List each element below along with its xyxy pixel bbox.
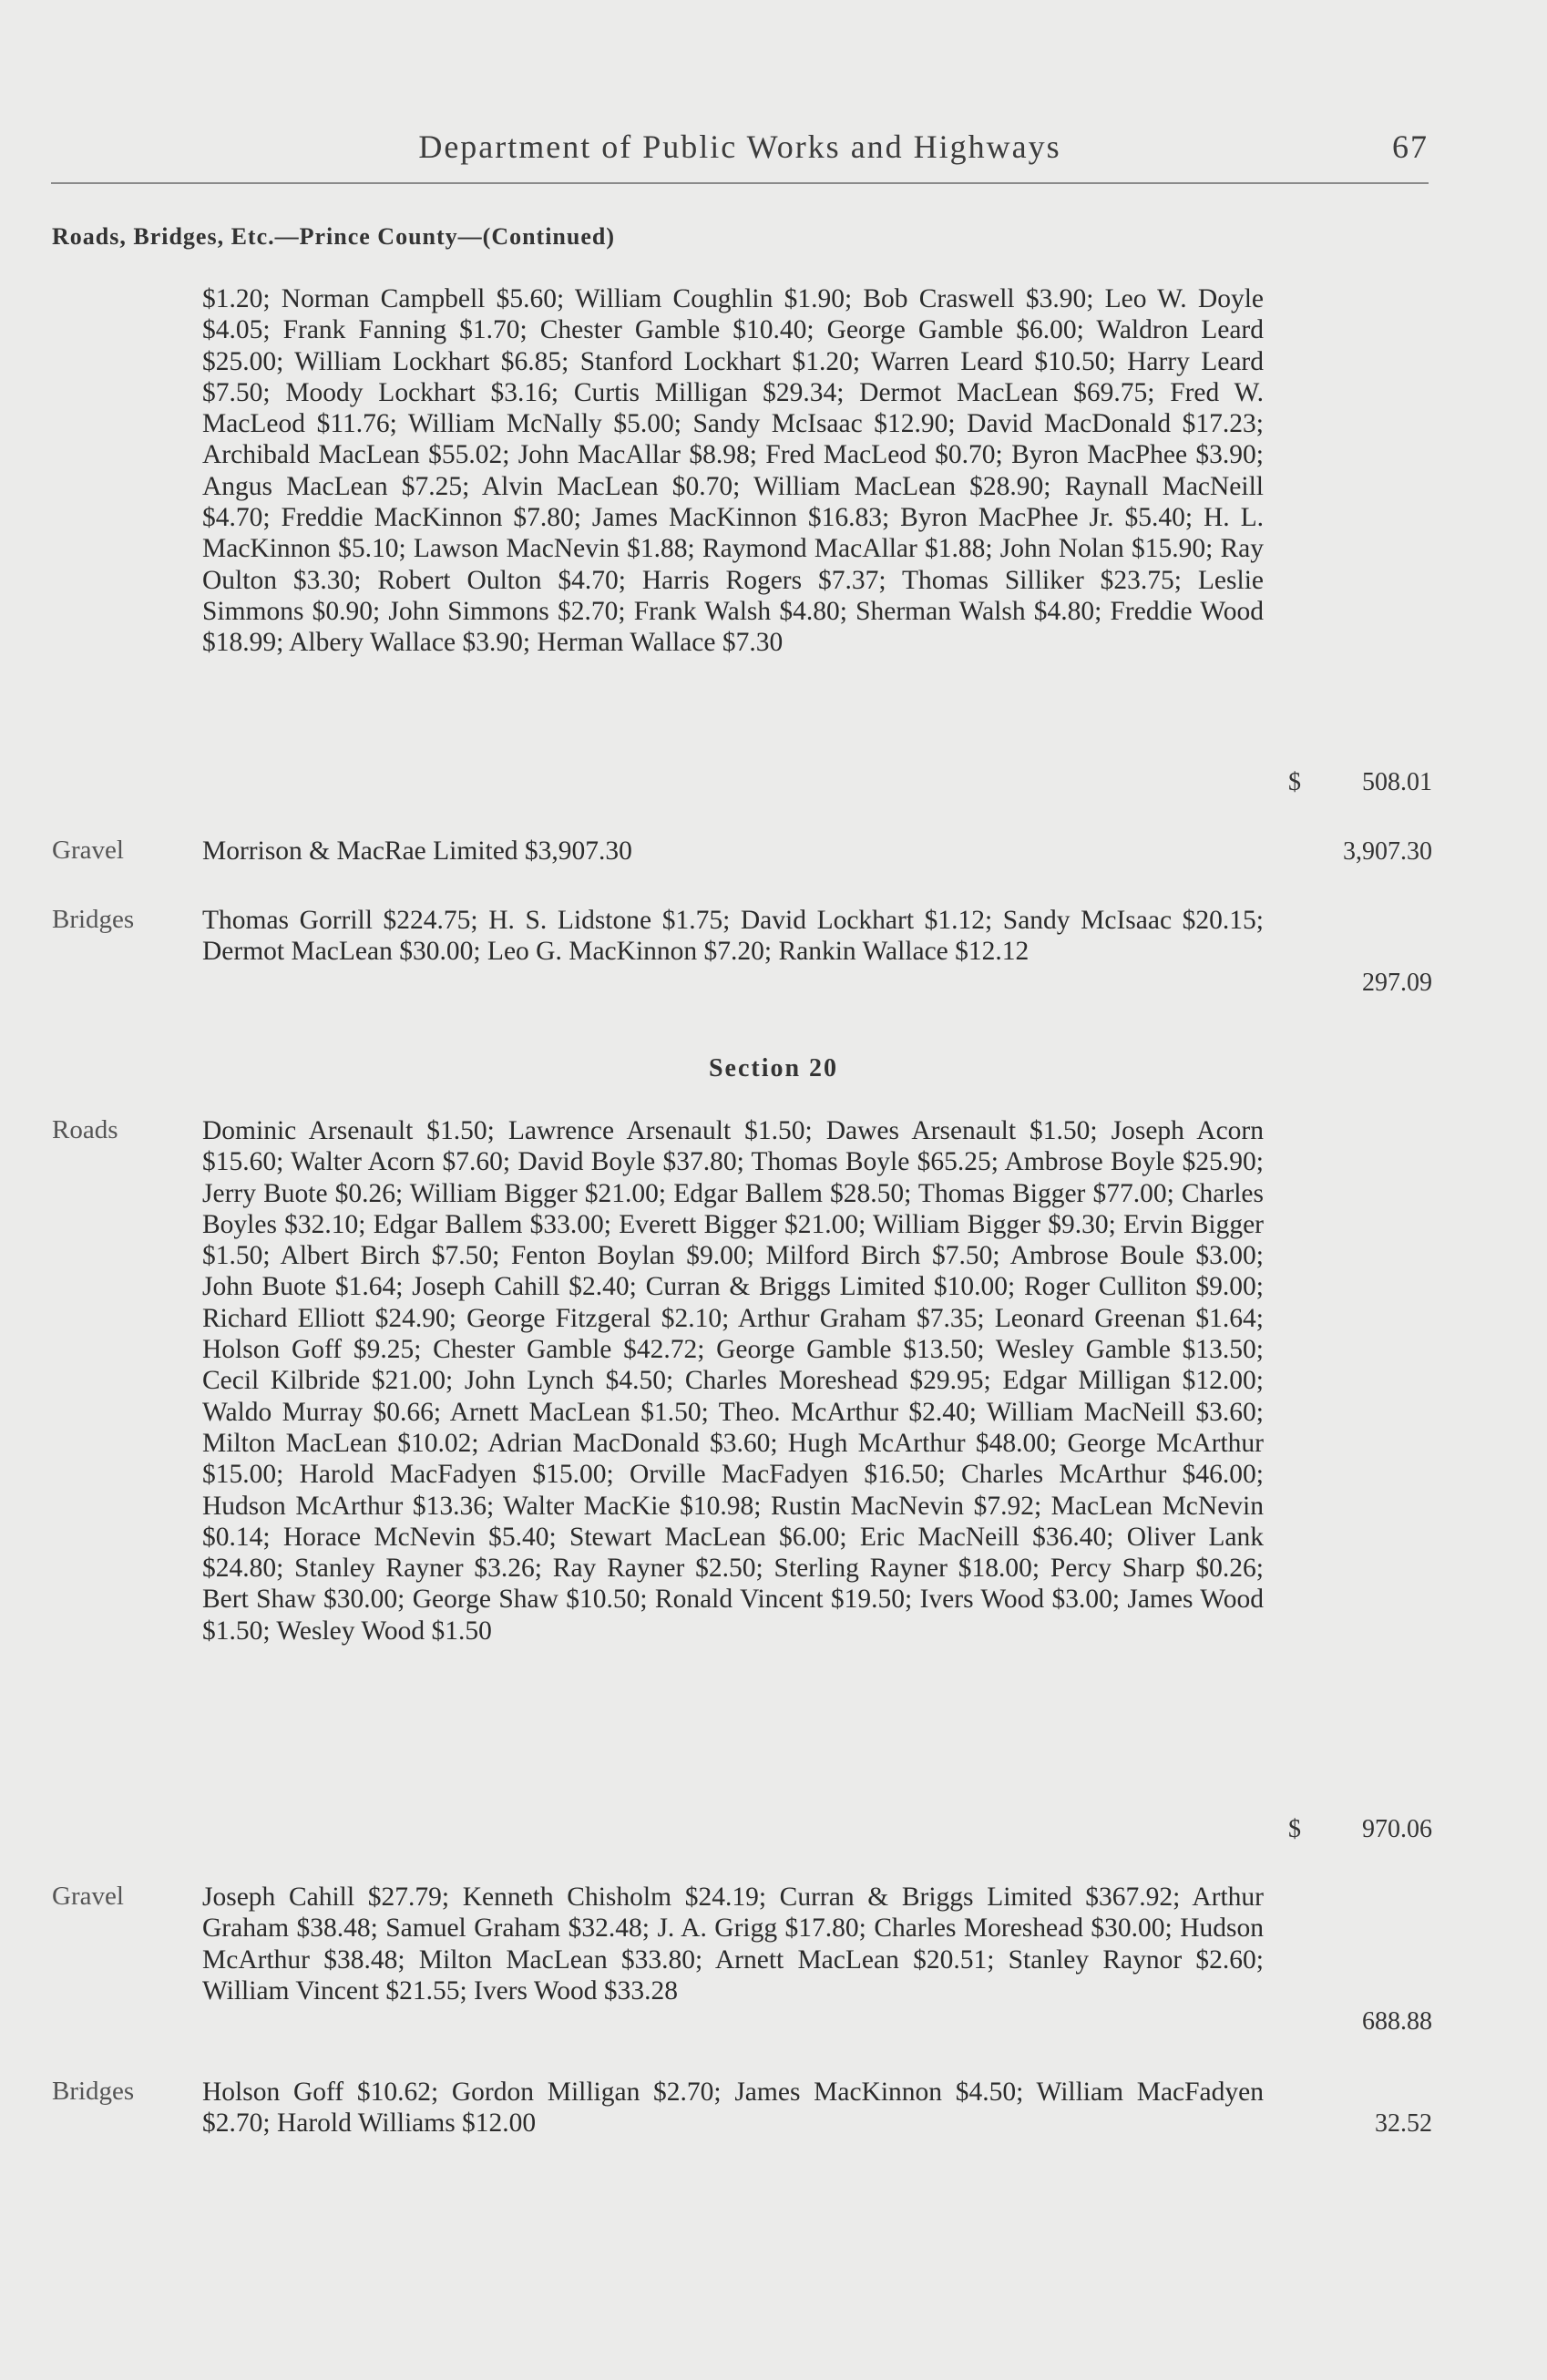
entry-amount: 688.88 [1362, 2007, 1432, 2036]
entry-amount: 3,907.30 [1343, 837, 1432, 866]
running-head: Roads, Bridges, Etc.—Prince County—(Continued) [52, 223, 616, 250]
page-title: Department of Public Works and Highways [418, 128, 1061, 165]
dollar-sign: $ [1288, 768, 1301, 796]
entry-amount: 508.01 [1362, 768, 1432, 796]
entry-amount: 297.09 [1362, 969, 1432, 997]
entry-label: Gravel [52, 1882, 124, 1911]
entry-label: Bridges [52, 2077, 135, 2106]
page-number: 67 [1392, 128, 1429, 165]
page-header [51, 128, 1429, 184]
entry-amount: 32.52 [1375, 2109, 1432, 2138]
entry-text: Holson Goff $10.62; Gordon Milligan $2.70; James MacKinnon $4.50; William MacFadyen $2.70; Harold Williams $12.00 [202, 2077, 1264, 2139]
entry-text: Joseph Cahill $27.79; Kenneth Chisholm $24.19; Curran & Briggs Limited $367.92; Arthur Graham $38.48; Samuel Graham $32.48; J. A. Grigg $17.80; Charles Moreshead $30.00; Hudson McArthur $38.48; Milton MacLean $33.80; Arnett MacLean $20.51; Stanley Raynor $2.60; William Vincent $21.55; Ivers Wood $33.28 [202, 1882, 1264, 2006]
entry-label: Roads [52, 1115, 118, 1144]
section-heading: Section 20 [708, 1054, 839, 1082]
dollar-sign: $ [1288, 1815, 1301, 1843]
entry-label: Gravel [52, 836, 124, 865]
entry-text: $1.20; Norman Campbell $5.60; William Coughlin $1.90; Bob Craswell $3.90; Leo W. Doyle $4.05; Frank Fanning $1.70; Chester Gamble $10.40; George Gamble $6.00; Waldron Leard $25.00; William Lockhart $6.85; Stanford Lockhart $1.20; Warren Leard $10.50; Harry Leard $7.50; Moody Lockhart $3.16; Curtis Milligan $29.34; Dermot MacLean $69.75; Fred W. MacLeod $11.76; William McNally $5.00; Sandy McIsaac $12.90; David MacDonald $17.23; Archibald MacLean $55.02; John MacAllar $8.98; Fred MacLeod $0.70; Byron MacPhee $3.90; Angus MacLean $7.25; Alvin MacLean $0.70; William MacLean $28.90; Raynall MacNeill $4.70; Freddie MacKinnon $7.80; James MacKinnon $16.83; Byron MacPhee Jr. $5.40; H. L. MacKinnon $5.10; Lawson MacNevin $1.88; Raymond MacAllar $1.88; John Nolan $15.90; Ray Oulton $3.30; Robert Oulton $4.70; Harris Rogers $7.37; Thomas Silliker $23.75; Leslie Simmons $0.90; John Simmons $2.70; Frank Walsh $4.80; Sherman Walsh $4.80; Freddie Wood $18.99; Albery Wallace $3.90; Herman Wallace $7.30 [202, 284, 1264, 658]
entry-amount: 970.06 [1362, 1815, 1432, 1843]
entry-text: Morrison & MacRae Limited $3,907.30 [202, 836, 632, 866]
entry-text: Thomas Gorrill $224.75; H. S. Lidstone $1.75; David Lockhart $1.12; Sandy McIsaac $20.15; Dermot MacLean $30.00; Leo G. MacKinnon $7.20; Rankin Wallace $12.12 [202, 906, 1264, 967]
entry-text: Dominic Arsenault $1.50; Lawrence Arsenault $1.50; Dawes Arsenault $1.50; Joseph Acorn $15.60; Walter Acorn $7.60; David Boyle $37.80; Thomas Boyle $65.25; Ambrose Boyle $25.90; Jerry Buote $0.26; William Bigger $21.00; Edgar Ballem $28.50; Thomas Bigger $77.00; Charles Boyles $32.10; Edgar Ballem $33.00; Everett Bigger $21.00; William Bigger $9.30; Ervin Bigger $1.50; Albert Birch $7.50; Fenton Boylan $9.00; Milford Birch $7.50; Ambrose Boule $3.00; John Buote $1.64; Joseph Cahill $2.40; Curran & Briggs Limited $10.00; Roger Culliton $9.00; Richard Elliott $24.90; George Fitzgeral $2.10; Arthur Graham $7.35; Leonard Greenan $1.64; Holson Goff $9.25; Chester Gamble $42.72; George Gamble $13.50; Wesley Gamble $13.50; Cecil Kilbride $21.00; John Lynch $4.50; Charles Moreshead $29.95; Edgar Milligan $12.00; Waldo Murray $0.66; Arnett MacLean $1.50; Theo. McArthur $2.40; William MacNeill $3.60; Milton MacLean $10.02; Adrian MacDonald $3.60; Hugh McArthur $48.00; George McArthur $15.00; Harold MacFadyen $15.00; Orville MacFadyen $16.50; Charles McArthur $46.00; Hudson McArthur $13.36; Walter MacKie $10.98; Rustin MacNevin $7.92; MacLean McNevin $0.14; Horace McNevin $5.40; Stewart MacLean $6.00; Eric MacNeill $36.40; Oliver Lank $24.80; Stanley Rayner $3.26; Ray Rayner $2.50; Sterling Rayner $18.00; Percy Sharp $0.26; Bert Shaw $30.00; George Shaw $10.50; Ronald Vincent $19.50; Ivers Wood $3.00; James Wood $1.50; Wesley Wood $1.50 [202, 1116, 1264, 1646]
entry-label: Bridges [52, 905, 135, 934]
